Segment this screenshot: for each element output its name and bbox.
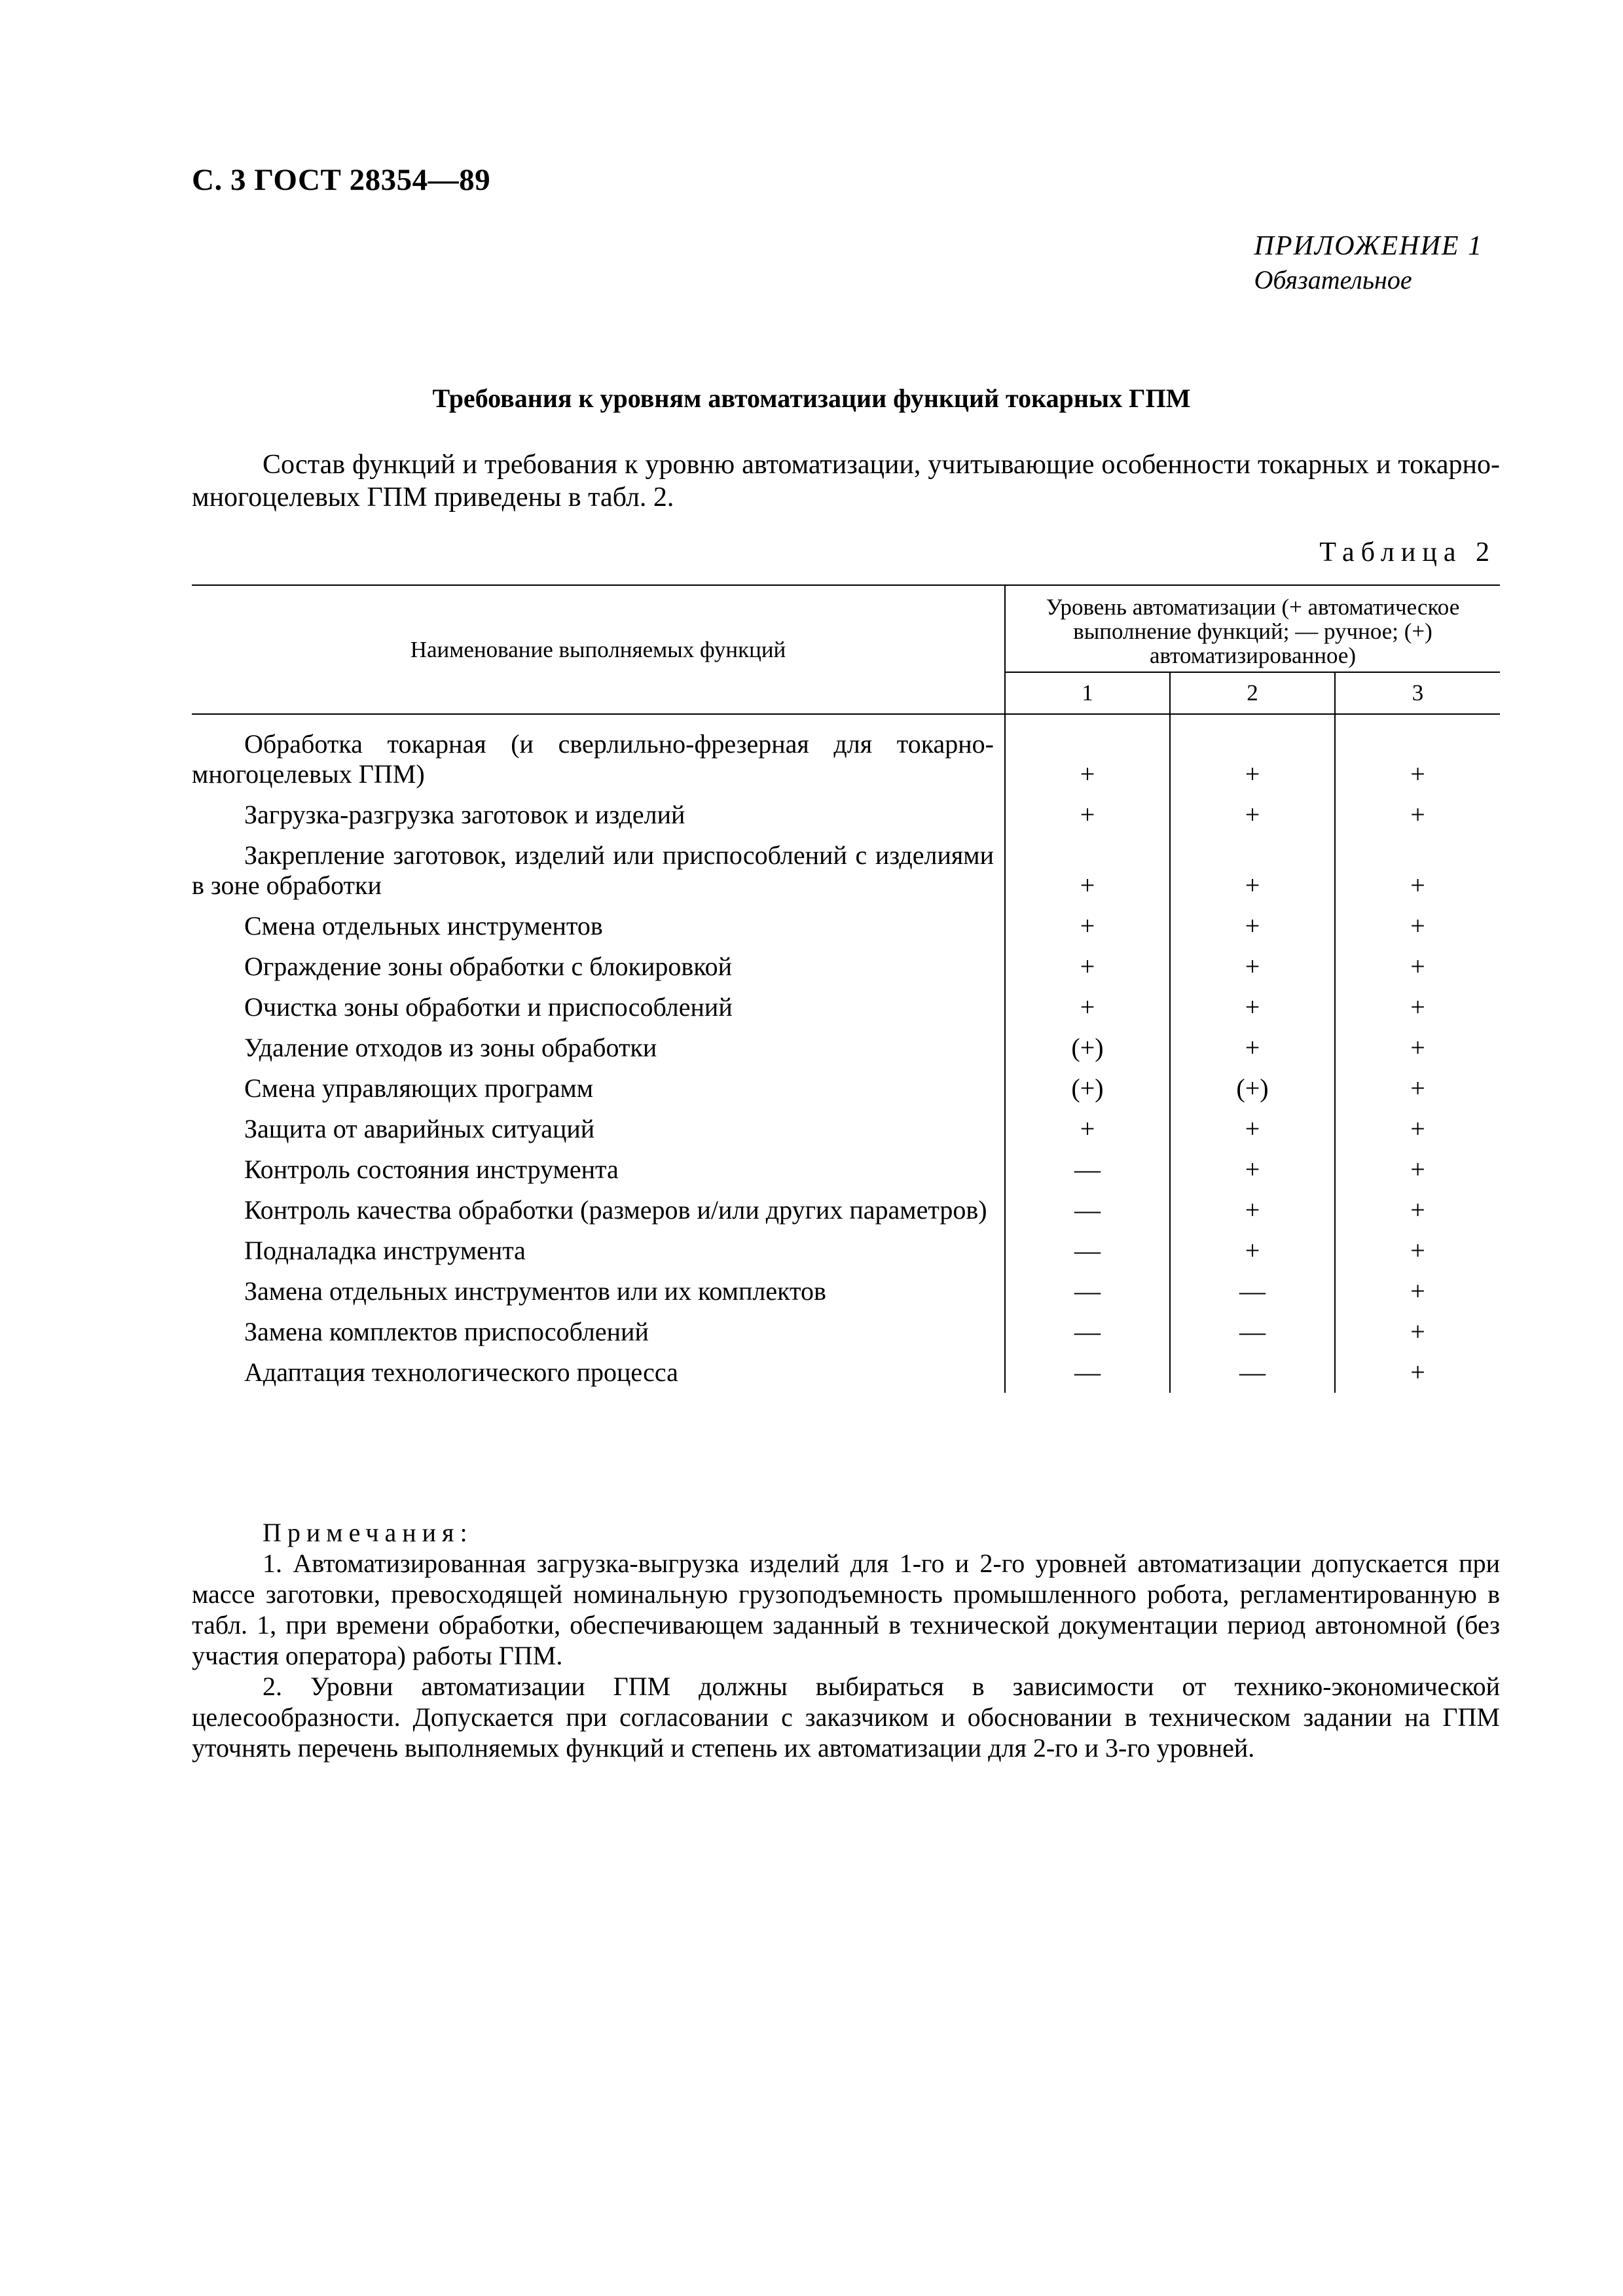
table-row: [192, 835, 1500, 906]
table-row: [192, 906, 1500, 946]
table-row: [192, 987, 1500, 1028]
table-row: [192, 1109, 1500, 1149]
header-level-1: 1: [1005, 672, 1170, 714]
level-2-mark: +: [1170, 835, 1335, 906]
function-name: Контроль качества обработки (размеров и/или других параметров): [244, 1195, 987, 1225]
level-2-mark: +: [1170, 1028, 1335, 1068]
level-2-mark: +: [1170, 946, 1335, 987]
table-row: [192, 795, 1500, 835]
function-name-cell: [192, 835, 1005, 906]
function-name-cell: [192, 1352, 1005, 1393]
table-row: [192, 1271, 1500, 1312]
table-row: [192, 1312, 1500, 1352]
header-level-3: 3: [1335, 672, 1500, 714]
header-function-name: Наименование выполняемых функций: [192, 585, 1005, 714]
level-3-mark: +: [1410, 911, 1425, 941]
level-1-mark: —: [1005, 1230, 1170, 1271]
function-name: Замена отдельных инструментов или их комплектов: [244, 1276, 826, 1306]
function-name: Смена отдельных инструментов: [244, 911, 603, 941]
function-name-cell: [192, 714, 1005, 795]
level-1-mark: —: [1005, 1190, 1170, 1230]
function-name: Замена комплектов приспособлений: [244, 1317, 649, 1346]
level-3-mark: +: [1410, 1317, 1425, 1346]
level-2-mark: —: [1170, 1312, 1335, 1352]
function-name-cell: [192, 795, 1005, 835]
level-1-mark: +: [1005, 987, 1170, 1028]
level-1-mark: —: [1005, 1149, 1170, 1190]
level-1-mark: +: [1005, 946, 1170, 987]
function-name-cell: [192, 987, 1005, 1028]
level-3-mark: +: [1410, 952, 1425, 981]
function-name-cell: [192, 1230, 1005, 1271]
level-2-mark: (+): [1170, 1068, 1335, 1109]
level-1-mark: —: [1005, 1271, 1170, 1312]
level-2-mark: +: [1170, 1149, 1335, 1190]
intro-paragraph: [192, 448, 1500, 514]
level-3-mark: +: [1410, 1033, 1425, 1062]
level-3-mark: +: [1410, 1276, 1425, 1306]
table-row: [192, 1028, 1500, 1068]
level-3-mark: +: [1410, 1195, 1425, 1225]
appendix-status: Обязательное: [1254, 265, 1412, 295]
function-name-cell: [192, 1109, 1005, 1149]
level-3-mark: +: [1410, 800, 1425, 829]
level-1-mark: +: [1005, 1109, 1170, 1149]
function-name: Ограждение зоны обработки с блокировкой: [244, 952, 733, 981]
page-reference: С. 3 ГОСТ 28354—89: [192, 163, 491, 197]
function-name: Удаление отходов из зоны обработки: [244, 1033, 657, 1062]
function-name: Закрепление заготовок, изделий или приспособлений с изделиями в зоне обработки: [192, 840, 994, 900]
level-3-mark: +: [1410, 1236, 1425, 1265]
level-2-mark: +: [1170, 795, 1335, 835]
function-name-cell: [192, 1271, 1005, 1312]
level-3-mark: +: [1410, 1155, 1425, 1184]
level-1-mark: (+): [1005, 1028, 1170, 1068]
function-name-cell: [192, 1312, 1005, 1352]
header-automation-level: Уровень автоматизации (+ автоматическое выполнение функций; — ручное; (+) автоматизированное): [1005, 585, 1500, 672]
function-name: Адаптация технологического процесса: [244, 1357, 678, 1387]
intro-text: Состав функций и требования к уровню автоматизации, учитывающие особенности токарных и токарно-многоцелевых ГПМ приведены в табл. 2.: [192, 450, 1500, 512]
functions-table: [192, 584, 1500, 1393]
function-name: Подналадка инструмента: [244, 1236, 526, 1265]
table-row: [192, 1230, 1500, 1271]
function-name-cell: [192, 1028, 1005, 1068]
level-1-mark: (+): [1005, 1068, 1170, 1109]
notes-section: [192, 1517, 1500, 1763]
level-2-mark: +: [1170, 714, 1335, 795]
table-row: [192, 1190, 1500, 1230]
level-2-mark: —: [1170, 1352, 1335, 1393]
function-name-cell: [192, 1149, 1005, 1190]
level-1-mark: +: [1005, 795, 1170, 835]
level-3-mark: +: [1410, 759, 1425, 789]
function-name: Обработка токарная (и сверлильно-фрезерная для токарно-многоцелевых ГПМ): [192, 729, 994, 789]
level-3-mark: +: [1410, 992, 1425, 1022]
table-row: [192, 1068, 1500, 1109]
level-2-mark: +: [1170, 1109, 1335, 1149]
level-2-mark: —: [1170, 1271, 1335, 1312]
appendix-title: ПРИЛОЖЕНИЕ 1: [1254, 231, 1483, 261]
table-row: [192, 714, 1500, 795]
function-name: Смена управляющих программ: [244, 1073, 594, 1103]
notes-heading: Примечания:: [263, 1518, 473, 1547]
level-2-mark: +: [1170, 1230, 1335, 1271]
function-name: Очистка зоны обработки и приспособлений: [244, 992, 733, 1022]
function-name: Загрузка-разгрузка заготовок и изделий: [244, 800, 685, 829]
appendix-label: [1254, 230, 1483, 295]
function-name-cell: [192, 946, 1005, 987]
level-1-mark: —: [1005, 1352, 1170, 1393]
level-1-mark: +: [1005, 714, 1170, 795]
level-2-mark: +: [1170, 1190, 1335, 1230]
header-level-2: 2: [1170, 672, 1335, 714]
function-name-cell: [192, 906, 1005, 946]
section-title: Требования к уровням автоматизации функций токарных ГПМ: [432, 384, 1191, 413]
function-name: Контроль состояния инструмента: [244, 1155, 619, 1184]
table-row: [192, 946, 1500, 987]
table-label: Таблица 2: [1319, 537, 1496, 567]
function-name-cell: [192, 1068, 1005, 1109]
level-2-mark: +: [1170, 906, 1335, 946]
level-3-mark: +: [1410, 1357, 1425, 1387]
table-row: [192, 1149, 1500, 1190]
level-1-mark: +: [1005, 906, 1170, 946]
level-2-mark: +: [1170, 987, 1335, 1028]
level-3-mark: +: [1410, 1114, 1425, 1143]
function-name: Защита от аварийных ситуаций: [244, 1114, 595, 1143]
level-3-mark: +: [1410, 870, 1425, 900]
level-1-mark: —: [1005, 1312, 1170, 1352]
level-1-mark: +: [1005, 835, 1170, 906]
note-1: 1. Автоматизированная загрузка-выгрузка изделий для 1-го и 2-го уровней автоматизации допускается при массе заготовки, превосходящей номинальную грузоподъемность промышленного робота, регламентированную в табл. 1, при времени обработки, обеспечивающем заданный в технической документации период автономной (без участия оператора) работы ГПМ.: [192, 1549, 1500, 1670]
table-row: [192, 1352, 1500, 1393]
function-name-cell: [192, 1190, 1005, 1230]
level-3-mark: +: [1410, 1073, 1425, 1103]
note-2: 2. Уровни автоматизации ГПМ должны выбираться в зависимости от технико-экономической целесообразности. Допускается при согласовании с заказчиком и обосновании в техническом задании на ГПМ уточнять перечень выполняемых функций и степень их автоматизации для 2-го и 3-го уровней.: [192, 1672, 1500, 1763]
